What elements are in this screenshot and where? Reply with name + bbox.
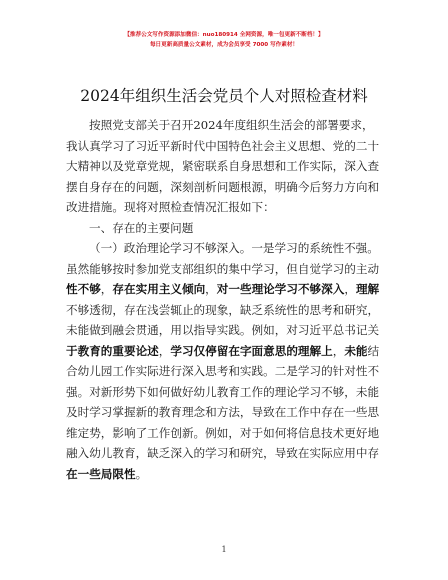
body-line <box>66 443 388 464</box>
body-text-run: 不够透彻 <box>66 302 113 317</box>
body-text-run: ，存在浅尝辄止的现象，缺乏系统性的思考和研究， <box>112 302 380 317</box>
body-text-run: 在一些局限性 <box>66 466 136 481</box>
body-text-run: 结 <box>367 343 380 358</box>
page-number: 1 <box>221 545 227 554</box>
document-title: 2024年组织生活会党员个人对照检查材料 <box>80 87 368 105</box>
body-text-run: 虽然能够按时参加党支部组织的集中学习，但自觉学习的主动 <box>66 261 380 276</box>
body-line <box>66 464 388 485</box>
body-line <box>66 382 388 403</box>
body-text-run: 我认真学习了习近平新时代中国特色社会主义思想、党的二十 <box>66 138 380 153</box>
body-text-run: 及时学习掌握新的教育理念和方法，导致在工作中存在一些思 <box>66 405 380 419</box>
body-text-run: 未能做到融会贯通，用以指导实践。例如，对习近平总书记关 <box>66 323 380 337</box>
body-line <box>66 402 388 423</box>
body-text-run: 未能 <box>344 343 368 358</box>
body-text-run: 改进措施。现将对照检查情况汇报如下： <box>66 200 275 214</box>
promo-banner-line-2: 每日更新高质量公文素材，成为会员享受 7000 写作素材！ <box>149 42 299 48</box>
body-text-run: ， <box>344 282 356 296</box>
document-body <box>66 115 388 484</box>
body-text-run: 学习仅停留在字面意思的理解上 <box>170 343 333 358</box>
body-text-run: ， <box>100 282 113 296</box>
body-line <box>66 320 388 341</box>
body-text-run: ， <box>332 343 345 358</box>
body-line <box>66 218 388 239</box>
body-text-run: 存在实用主义倾向 <box>112 282 206 296</box>
body-text-run: 维定势，影响了工作创新。例如，对于如何将信息技术更好地 <box>66 425 380 440</box>
body-text-run: 一、存在的主要问题 <box>89 220 194 235</box>
body-text-run: 性不够 <box>66 282 101 296</box>
body-line <box>66 300 388 321</box>
body-line <box>66 279 388 300</box>
body-line <box>66 259 388 280</box>
body-text-run: 融入幼儿教育，缺乏深入的学习和研究，导致在实际应用中存 <box>66 446 380 460</box>
body-text-run: 摆自身存在的问题，深刻剖析问题根源，明确今后努力方向和 <box>66 179 380 194</box>
body-text-run: 强。对新形势下如何做好幼儿教育工作的理论学习不够，未能 <box>66 384 380 399</box>
body-text-run: 合幼儿园工作实际进行深入思考和实践。二是学习的针对性不 <box>66 364 380 378</box>
body-line <box>66 423 388 444</box>
body-text-run: ， <box>205 282 217 296</box>
body-line <box>66 136 388 157</box>
body-text-run: ， <box>158 343 171 358</box>
body-line <box>66 361 388 382</box>
body-text-run: 大精神以及党章党规，紧密联系自身思想和工作实际，深入查 <box>66 159 380 173</box>
body-text-run: 。 <box>135 466 148 481</box>
promo-banner-line-1: 【推荐公文写作资源添加微信：nuo180914 全网资源，唯一包更新不断档！】 <box>124 32 324 38</box>
body-line <box>66 177 388 198</box>
body-text-run: 于教育的重要论述 <box>66 343 159 358</box>
body-line <box>66 238 388 259</box>
body-line <box>66 156 388 177</box>
body-line <box>66 197 388 218</box>
body-line <box>66 341 388 362</box>
body-text-run: 按照党支部关于召开2024年度组织生活会的部署要求， <box>89 118 374 132</box>
body-text-run: （一）政治理论学习不够深入。一是学习的系统性不强。 <box>89 241 379 255</box>
body-text-run: 对一些理论学习不够深入 <box>216 282 345 296</box>
body-text-run: 理解 <box>355 282 380 296</box>
body-line <box>66 115 388 136</box>
